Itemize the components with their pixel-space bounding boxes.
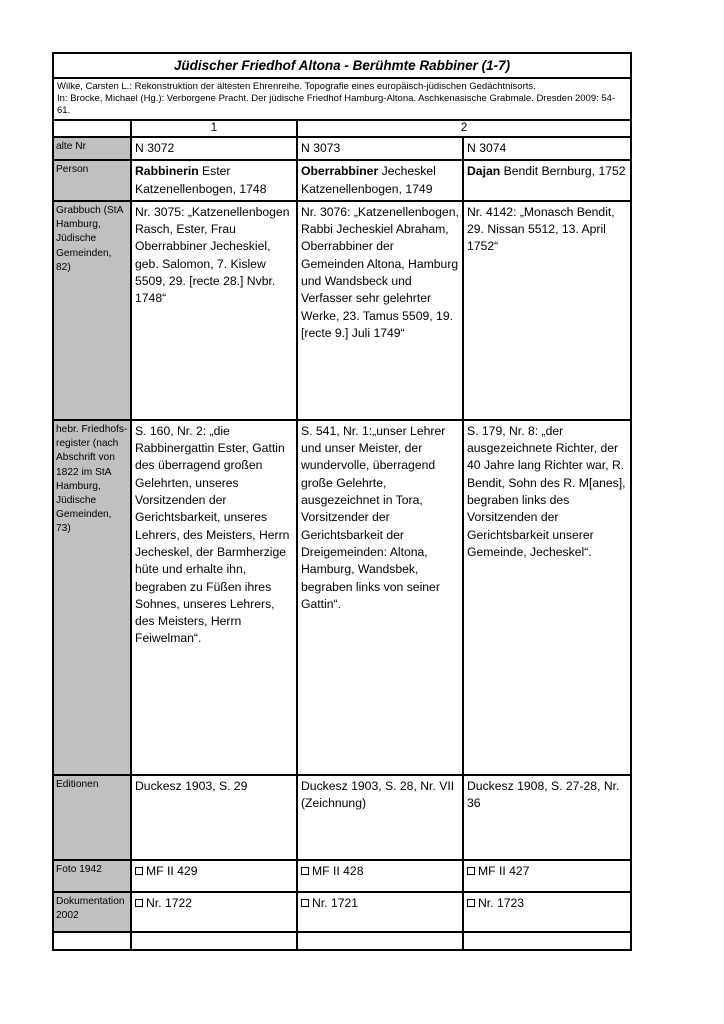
foto-3-text: MF II 427 xyxy=(478,863,530,878)
row-label-editionen: Editionen xyxy=(53,775,131,860)
row-label-foto: Foto 1942 xyxy=(53,860,131,892)
foto-3 xyxy=(463,860,631,892)
blank-cell xyxy=(297,932,463,950)
foto-2-text: MF II 428 xyxy=(312,863,364,878)
person-1 xyxy=(131,160,297,201)
alte-nr-2: N 3073 xyxy=(297,137,463,160)
alte-nr-1: N 3072 xyxy=(131,137,297,160)
dokumentation-1-text: Nr. 1722 xyxy=(146,895,193,910)
empty-square-icon xyxy=(301,899,309,907)
empty-square-icon xyxy=(301,867,309,875)
person-1-title: Rabbinerin xyxy=(135,164,199,179)
person-3-name: Bendit Bernburg, 1752 xyxy=(500,164,626,179)
person-2-title: Oberrabbiner xyxy=(301,164,379,179)
grabbuch-1: Nr. 3075: „Katzenellenbogen Rasch, Ester, Frau Oberrabbiner Jecheskiel, geb. Salomon, 7. Kislew 5509, 29. [recte 28.] Nvbr. 1748“ xyxy=(131,201,297,420)
dokumentation-3 xyxy=(463,892,631,932)
person-2 xyxy=(297,160,463,201)
page-title: Jüdischer Friedhof Altona - Berühmte Rabbiner (1-7) xyxy=(53,53,631,78)
editionen-1: Duckesz 1903, S. 29 xyxy=(131,775,297,860)
person-2-name: Jecheskel Katzenellenbogen, 1749 xyxy=(301,164,436,196)
dokumentation-2 xyxy=(297,892,463,932)
alte-nr-3: N 3074 xyxy=(463,137,631,160)
grabbuch-3: Nr. 4142: „Monasch Bendit, 29. Nissan 5512, 13. April 1752“ xyxy=(463,201,631,420)
register-3: S. 179, Nr. 8: „der ausgezeichnete Richter, der 40 Jahre lang Richter war, R. Bendit, Sohn des R. M[anes], begraben links des Vorsitzenden der Gerichtsbarkeit unserer Gemeinde, Jecheskel“. xyxy=(463,420,631,775)
citation xyxy=(53,78,631,120)
dokumentation-3-text: Nr. 1723 xyxy=(478,895,525,910)
row-label-register: hebr. Friedhofs-register (nach Abschrift von 1822 im StA Hamburg, Jüdische Gemeinden, 73) xyxy=(53,420,131,775)
register-2: S. 541, Nr. 1:„unser Lehrer und unser Meister, der wundervolle, überragend große Gelehrte, ausgezeichnet in Tora, Vorsitzender der Gerichtsbarkeit der Dreigemeinden: Altona, Hamburg, Wandsbek, begraben links von seiner Gattin“. xyxy=(297,420,463,775)
citation-line-1: Wilke, Carsten L.: Rekonstruktion der ältesten Ehrenreihe. Topografie eines europäisch-jüdischen Gedächtnisorts. xyxy=(57,81,536,92)
editionen-2: Duckesz 1903, S. 28, Nr. VII (Zeichnung) xyxy=(297,775,463,860)
foto-2 xyxy=(297,860,463,892)
person-3 xyxy=(463,160,631,201)
dokumentation-2-text: Nr. 1721 xyxy=(312,895,359,910)
grabbuch-2: Nr. 3076: „Katzenellenbogen, Rabbi Jecheskiel Abraham, Oberrabbiner der Gemeinden Altona, Hamburg und Wandsbeck und Verfasser sehr gelehrter Werke, 23. Tamus 5509, 19. [recte 9.] Juli 1749“ xyxy=(297,201,463,420)
column-number-2: 2 xyxy=(297,120,631,137)
blank-cell xyxy=(53,932,131,950)
register-1: S. 160, Nr. 2: „die Rabbinergattin Ester, Gattin des überragend großen Gelehrten, unseres Vorsitzenden der Gerichtsbarkeit, unseres Lehrers, des Meisters, Herrn Jecheskel, der Barmherzige hüte und erhalte ihn, begraben zu Füßen ihres Sohnes, unseres Lehrers, des Meisters, Herrn Feiwelman“. xyxy=(131,420,297,775)
row-label-person: Person xyxy=(53,160,131,201)
blank-cell xyxy=(463,932,631,950)
editionen-3: Duckesz 1908, S. 27-28, Nr. 36 xyxy=(463,775,631,860)
blank-cell xyxy=(131,932,297,950)
person-3-title: Dajan xyxy=(467,164,501,179)
colnum-empty xyxy=(53,120,131,137)
empty-square-icon xyxy=(135,867,143,875)
foto-1-text: MF II 429 xyxy=(146,863,198,878)
row-label-alte-nr: alte Nr xyxy=(53,137,131,160)
row-label-dokumentation: Dokumentation 2002 xyxy=(53,892,131,932)
empty-square-icon xyxy=(135,899,143,907)
empty-square-icon xyxy=(467,867,475,875)
person-1-name: Ester Katzenellenbogen, 1748 xyxy=(135,164,267,196)
foto-1 xyxy=(131,860,297,892)
dokumentation-1 xyxy=(131,892,297,932)
column-number-1: 1 xyxy=(131,120,297,137)
citation-line-2: In: Brocke, Michael (Hg.): Verborgene Pracht. Der jüdische Friedhof Hamburg-Altona. Aschkenasische Grabmale. Dresden 2009: 54-61. xyxy=(57,93,616,116)
row-label-grabbuch: Grabbuch (StA Hamburg, Jüdische Gemeinden, 82) xyxy=(53,201,131,420)
rabbiner-table xyxy=(52,52,632,951)
empty-square-icon xyxy=(467,899,475,907)
